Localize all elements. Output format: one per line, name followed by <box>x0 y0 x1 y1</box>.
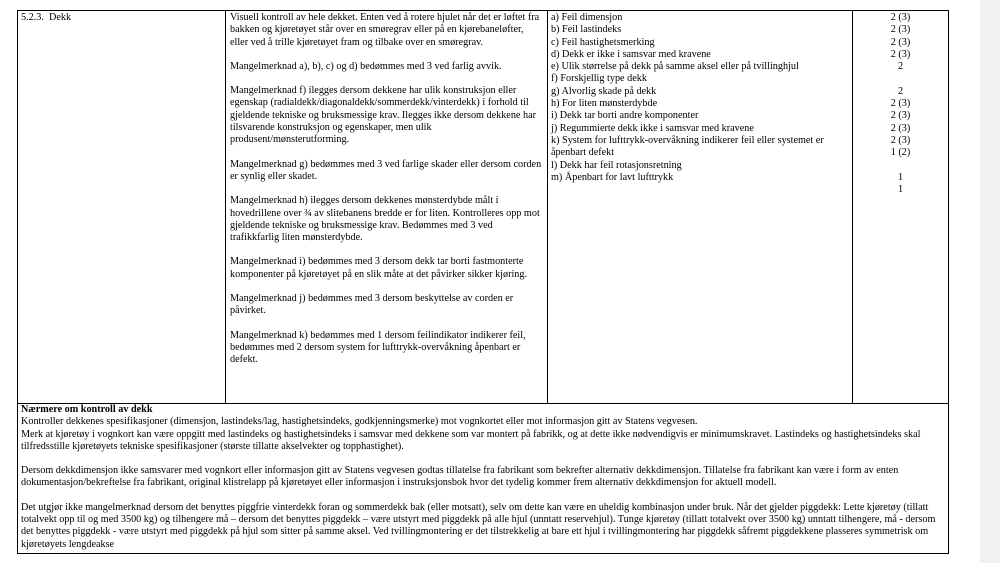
defect-item: b) Feil lastindeks <box>551 24 622 36</box>
defect-score: 2 (3) <box>890 36 911 48</box>
defect-score: 1 (2) <box>890 147 911 159</box>
defect-item: m) Åpenbart for lavt lufttrykk <box>551 171 674 183</box>
details-section <box>18 404 948 553</box>
defect-list-cell <box>548 11 853 403</box>
defect-item: a) Feil dimensjon <box>551 12 623 23</box>
viewer-scrollbar[interactable] <box>980 0 1000 563</box>
description-paragraph: Mangelmerknad g) bedømmes med 3 ved farlige skader eller dersom corden er synlig eller skadet. <box>230 158 542 182</box>
details-paragraph: Merk at kjøretøy i vognkort kan være oppgitt med lastindeks og hastighetsindeks i samsvar med dekkene som var montert på fabrikk, og at dette ikke nødvendigvis er minimumskravet. Lastindeks og hastighetsindeks skal tilfredsstille kjøretøyets tekniske spesifikasjoner (største tillatte akselvekter og topphastighet). <box>21 428 921 452</box>
defect-score: 2 <box>897 61 904 73</box>
details-paragraph: Kontroller dekkenes spesifikasjoner (dimensjon, lastindeks/lag, hastighetsindeks, godkjenningsmerke) mot vognkortet eller mot informasjon gitt av Statens vegvesen. <box>21 416 698 428</box>
defect-score: 2 (3) <box>890 48 911 60</box>
description-paragraph: Mangelmerknad h) ilegges dersom dekkenes mønsterdybde målt i hovedrillene over ¾ av slitebanens bredde er for liten. Kontrolleres opp mot gjeldende tekniske og bruksmessige krav. Bedømmes med 3 ved trafikkfarlig liten mønsterdybde. <box>230 195 540 244</box>
description-paragraph: Visuell kontroll av hele dekket. Enten ved å rotere hjulet når det er løftet fra bakken og kjøretøyet står over en smøregrav eller på en kjørebaneløfter, eller ved å trille kjøretøyet fram og tilbake over en smøregrav. <box>230 12 540 48</box>
defect-item: g) Alvorlig skade på dekk <box>551 85 657 97</box>
defect-score: 2 (3) <box>890 134 911 146</box>
defect-item: c) Feil hastighetsmerking <box>551 36 655 48</box>
defect-item: l) Dekk har feil rotasjonsretning <box>551 159 682 171</box>
section-cell <box>18 11 226 403</box>
defect-score: 2 (3) <box>890 24 911 36</box>
description-paragraph: Mangelmerknad k) bedømmes med 1 dersom feilindikator indikerer feil, bedømmes med 2 dersom system for lufttrykk-overvåkning åpenbart er defekt. <box>230 329 526 366</box>
defect-score: 2 (3) <box>890 122 911 134</box>
section-title: Dekk <box>49 12 72 23</box>
defect-item: f) Forskjellig type dekk <box>551 73 647 85</box>
defect-item: k) System for lufttrykk-overvåkning indikerer feil eller systemet er åpenbart defekt <box>551 134 824 159</box>
defect-score: 2 (3) <box>890 12 911 23</box>
description-paragraph: Mangelmerknad f) ilegges dersom dekkene har ulik konstruksjon eller egenskap (radialdekk/diagonaldekk/sommerdekk/vinterdekk) i forhold til gjeldende tekniske og bruksmessige krav. Ilegges ikke dersom dekkene har tilsvarende konstruksjon og egenskaper, men ulik produsent/mønsterutforming. <box>230 85 537 146</box>
defect-score: 1 <box>897 171 904 183</box>
description-paragraph: Mangelmerknad i) bedømmes med 3 dersom dekk tar borti fastmonterte komponenter på kjøretøyet på en slik måte at det påvirker sikker kjøring. <box>230 256 528 280</box>
details-paragraph: Det utgjør ikke mangelmerknad dersom det benyttes piggfrie vinterdekk foran og sommerdekk bak (eller motsatt), selv om dette kan være en uheldig kombinasjon under bruk. Når det gjelder piggdekk: Lette kjøretøy (tillatt totalvekt opp til og med 3500 kg) og tilhengere må – dersom det benyttes piggdekk – være utstyrt med piggdekk på alle hjul (unntatt reservehjul). Tunge kjøretøy (tillatt totalvekt over 3500 kg) unntatt tilhengere, må - dersom det benyttes piggdekk - være utstyrt med piggdekk på hjul som sitter på samme aksel. Ved tvillingmontering er det tilstrekkelig at bare ett hjul i tvillingmontering har piggdekk såfremt piggdekkene plasseres symmetrisk om kjøretøyets lengdeakse <box>21 501 936 550</box>
description-cell <box>226 11 548 403</box>
score-cell <box>853 11 948 403</box>
defect-score: 1 <box>897 184 904 196</box>
defect-item: j) Regummierte dekk ikke i samsvar med kravene <box>551 122 754 134</box>
defect-score: 2 <box>897 85 904 97</box>
inspection-table <box>17 10 949 554</box>
section-row <box>18 11 948 404</box>
description-paragraph: Mangelmerknad a), b), c) og d) bedømmes med 3 ved farlig avvik. <box>230 60 502 72</box>
details-heading: Nærmere om kontroll av dekk <box>21 404 153 415</box>
description-paragraph: Mangelmerknad j) bedømmes med 3 dersom beskyttelse av corden er påvirket. <box>230 293 514 317</box>
defect-item: h) For liten mønsterdybde <box>551 98 658 110</box>
defect-score: 2 (3) <box>890 98 911 110</box>
defect-item: d) Dekk er ikke i samsvar med kravene <box>551 48 711 60</box>
defect-item: i) Dekk tar borti andre komponenter <box>551 110 699 122</box>
defect-item: e) Ulik størrelse på dekk på samme aksel eller på tvillinghjul <box>551 61 799 73</box>
details-paragraph: Dersom dekkdimensjon ikke samsvarer med vognkort eller informasjon gitt av Statens vegvesen godtas tillatelse fra fabrikant som bekrefter alternativ dekkdimensjon. Tillatelse fra fabrikant kan være i form av enten dokumentasjon/bekreftelse fra fabrikant, original klistrelapp på kjøretøyet eller informasjon i instruksjonsbok hvor det tydelig kommer frem alternativ dekkdimensjon for aktuell modell. <box>21 465 899 489</box>
defect-score: 2 (3) <box>890 110 911 122</box>
section-number: 5.2.3. <box>21 12 44 23</box>
